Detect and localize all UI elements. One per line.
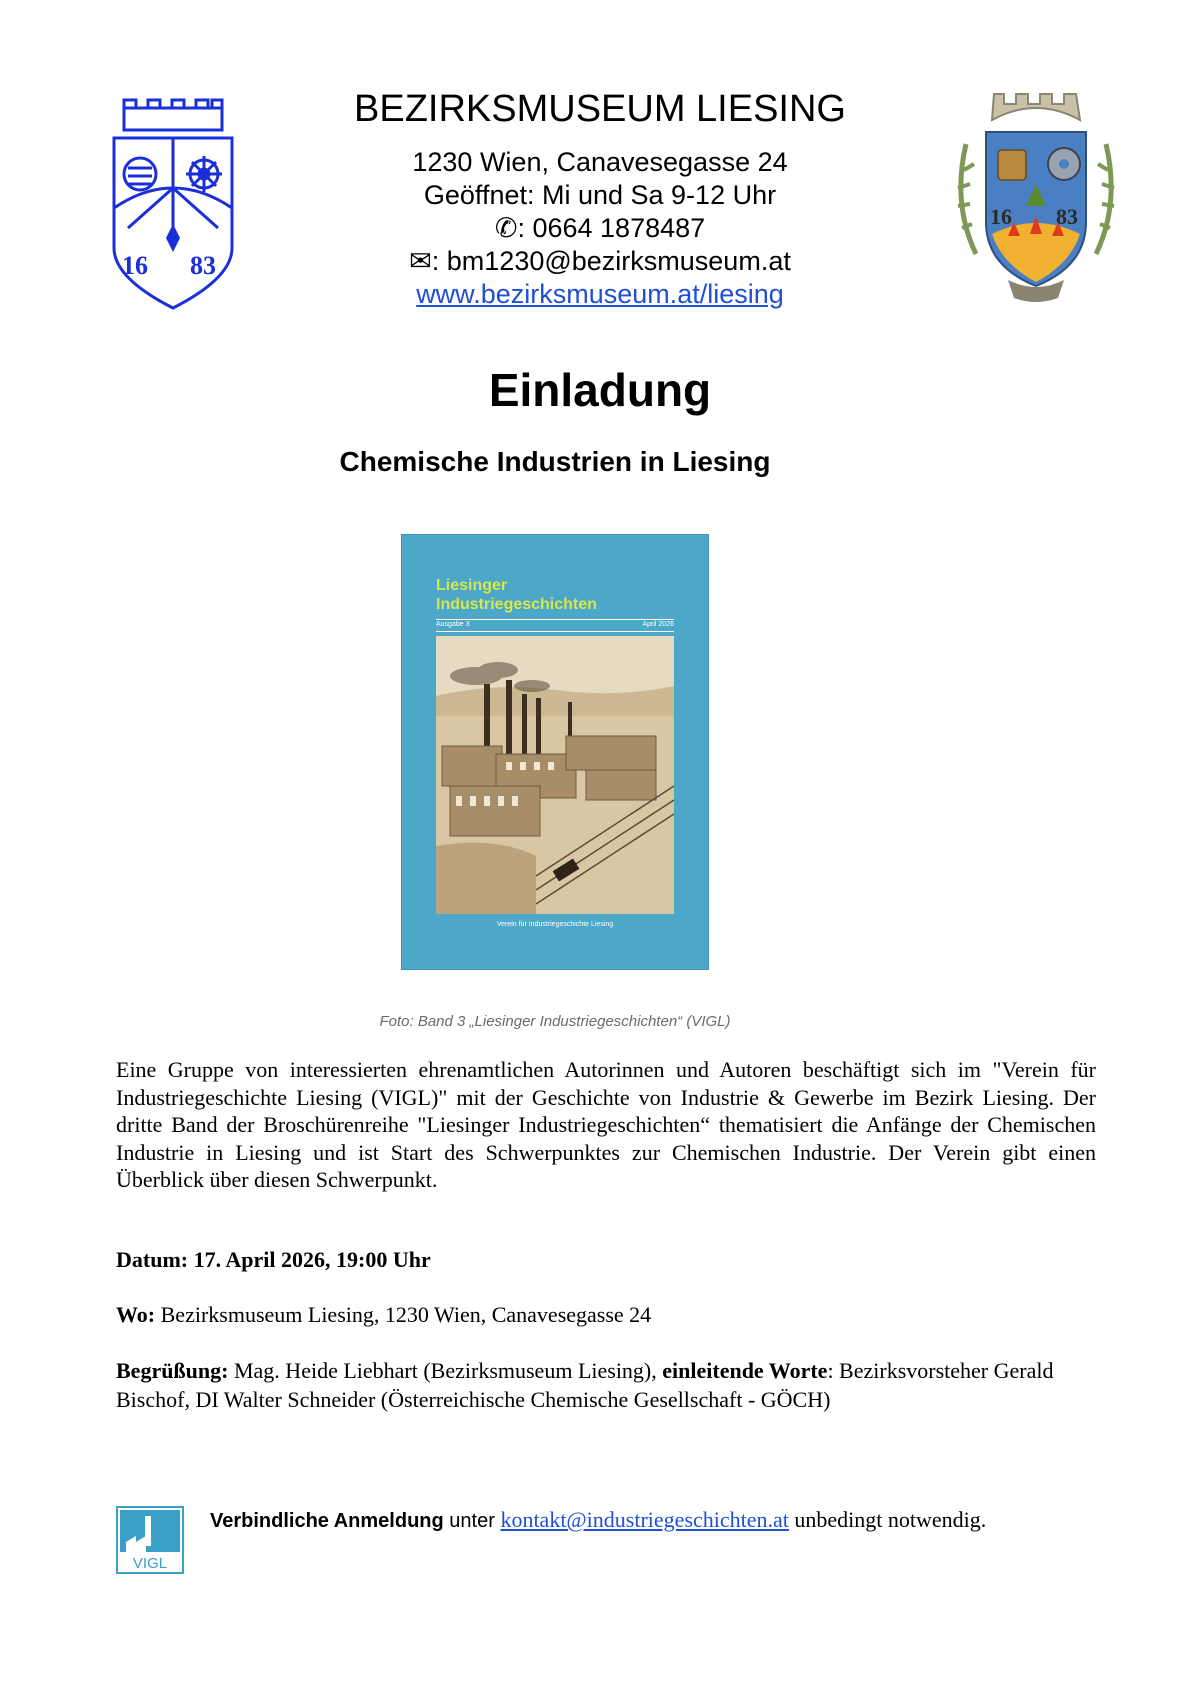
cover-issue: Ausgabe 3 <box>436 621 470 628</box>
phone-line <box>300 212 900 244</box>
website-link[interactable]: www.bezirksmuseum.at/liesing <box>416 279 784 309</box>
factory-illustration <box>436 636 674 914</box>
right-crest-year-a: 16 <box>990 204 1012 229</box>
vigl-logo <box>116 1506 184 1574</box>
book-cover <box>402 535 708 969</box>
phone-number: : 0664 1878487 <box>517 213 706 243</box>
welcome-value: Mag. Heide Liebhart (Bezirksmuseum Liesing), <box>228 1358 663 1383</box>
email-line <box>300 245 900 277</box>
photo-caption: Foto: Band 3 „Liesinger Industriegeschichten“ (VIGL) <box>379 1013 731 1030</box>
email-icon: ✉ <box>409 246 432 276</box>
vigl-logo-text: VIGL <box>132 1555 168 1572</box>
location-label: Wo: <box>116 1302 156 1327</box>
intro-label: einleitende Worte <box>662 1358 828 1383</box>
cover-title <box>436 576 686 614</box>
phone-icon: ✆ <box>494 213 518 243</box>
email-address: : bm1230@bezirksmuseum.at <box>431 246 791 276</box>
registration-note <box>210 1506 1110 1535</box>
cover-publisher: Verein für Industriegeschichte Liesing <box>496 921 614 928</box>
museum-name: BEZIRKSMUSEUM LIESING <box>354 88 846 130</box>
left-crest-year-a: 16 <box>122 251 148 280</box>
cover-title-line1: Liesinger <box>436 577 508 594</box>
event-speakers <box>116 1356 1096 1414</box>
left-crest-year-b: 83 <box>190 251 216 280</box>
event-description: Eine Gruppe von interessierten ehrenamtlichen Autorinnen und Autoren beschäftigt sich im "Verein für Industriegeschichte Liesing (VIGL)" mit der Geschichte von Industrie & Gewerbe im Bezirk Liesing. Der dritte Band der Broschürenreihe "Liesinger Industriegeschichten“ thematisiert die Anfänge der Chemischen Industrie in Liesing und ist Start des Schwerpunktes zur Chemischen Industrie. Der Verein gibt einen Überblick über diesen Schwerpunkt. <box>116 1057 1096 1192</box>
cover-title-line2: Industriegeschichten <box>436 596 597 613</box>
registration-bold: Verbindliche Anmeldung <box>210 1510 444 1532</box>
registration-tail: unbedingt notwendig. <box>788 1507 987 1532</box>
registration-mid: unter <box>443 1510 501 1532</box>
registration-email-link[interactable]: kontakt@industriegeschichten.at <box>500 1507 789 1532</box>
event-location <box>116 1300 1096 1329</box>
intro-value: : Bezirksvorsteher Gerald Bischof, DI Walter Schneider (Österreichische Chemische Gesellschaft - GÖCH) <box>116 1358 1054 1412</box>
event-date-text: Datum: 17. April 2026, 19:00 Uhr <box>116 1247 431 1272</box>
event-subtitle: Chemische Industrien in Liesing <box>339 446 771 477</box>
cover-rule-bottom <box>436 631 674 632</box>
cover-rule-top <box>436 619 674 620</box>
right-crest-year-b: 83 <box>1056 204 1078 229</box>
welcome-label: Begrüßung: <box>116 1358 229 1383</box>
cover-date: April 2026 <box>642 621 674 628</box>
district-crest-right <box>952 84 1120 312</box>
museum-address: 1230 Wien, Canavesegasse 24 <box>412 147 788 177</box>
location-value: Bezirksmuseum Liesing, 1230 Wien, Canavesegasse 24 <box>155 1302 652 1327</box>
page-title: Einladung <box>488 364 712 416</box>
opening-hours: Geöffnet: Mi und Sa 9-12 Uhr <box>423 180 777 210</box>
website-line <box>300 278 900 310</box>
district-crest-left <box>108 98 238 310</box>
event-date <box>116 1245 1096 1274</box>
